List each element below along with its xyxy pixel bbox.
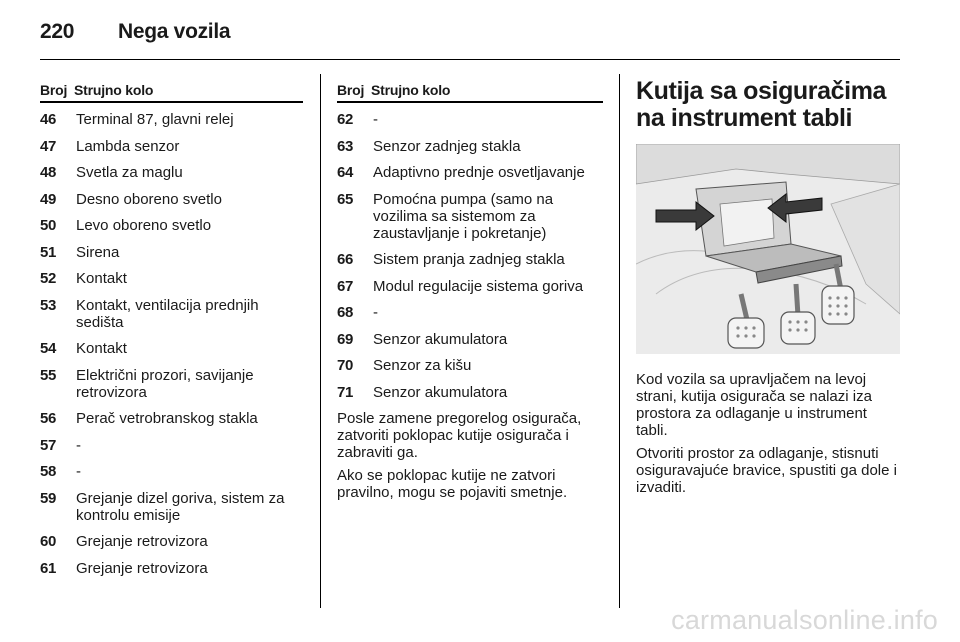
fuse-number: 60 (40, 533, 57, 550)
fuse-number: 65 (337, 190, 354, 208)
section-title: Kutija sa osiguračima na instrument tabli (636, 77, 887, 132)
fuse-number: 63 (337, 137, 354, 155)
table-rows (337, 111, 603, 401)
table-row (40, 217, 303, 234)
circuit-description: Lambda senzor (76, 137, 180, 155)
fuse-number: 67 (337, 277, 354, 295)
column-header-circuit: Strujno kolo (371, 82, 451, 98)
table-rows (40, 111, 303, 577)
page-header (40, 20, 230, 44)
circuit-description: Modul regulacije sistema goriva (373, 277, 584, 295)
circuit-description: Perač vetrobranskog stakla (76, 410, 258, 427)
fuse-number: 53 (40, 296, 57, 314)
fuse-box-illustration (636, 144, 900, 354)
fuse-table-middle (337, 82, 603, 507)
circuit-description: Kontakt (76, 340, 127, 357)
watermark: carmanualsonline.info (671, 605, 938, 635)
right-column (636, 78, 901, 502)
column-header-number: Broj (337, 82, 365, 98)
fuse-number: 47 (40, 137, 57, 155)
table-row (337, 331, 603, 348)
circuit-description: - (373, 304, 378, 321)
page-number: 220 (40, 20, 75, 43)
circuit-description: Kontakt, ventilacija prednjih sedišta (76, 296, 259, 331)
fuse-number: 54 (40, 340, 57, 357)
circuit-description: Grejanje retrovizora (76, 559, 208, 577)
table-row (40, 410, 303, 427)
circuit-description: - (373, 111, 378, 128)
circuit-description: - (76, 463, 81, 480)
body-paragraph: Kod vozila sa upravljačem na levoj strani, kutija osigurača se nalazi iza prostora za odlaganje u instrument tabli. (636, 371, 872, 439)
fuse-number: 68 (337, 304, 354, 321)
table-row (337, 164, 603, 181)
table-row (40, 437, 303, 454)
fuse-number: 49 (40, 190, 57, 208)
table-row (337, 357, 603, 374)
fuse-number: 55 (40, 366, 57, 384)
fuse-number: 59 (40, 489, 57, 507)
circuit-description: Pomoćna pumpa (samo na vozilima sa sistemom za zaustavljanje i pokretanje) (373, 190, 554, 242)
circuit-description: Senzor za kišu (373, 357, 472, 374)
header-rule (40, 59, 900, 60)
fuse-number: 66 (337, 251, 354, 268)
table-row (40, 138, 303, 155)
table-row (337, 384, 603, 401)
body-paragraph: Otvoriti prostor za odlaganje, stisnuti osiguravajuće bravice, spustiti ga dole i izvaditi. (636, 445, 897, 496)
circuit-description: Senzor zadnjeg stakla (373, 137, 521, 155)
table-header (337, 82, 603, 103)
circuit-description: Adaptivno prednje osvetljavanje (373, 164, 585, 181)
circuit-description: Senzor akumulatora (373, 330, 508, 348)
table-row (40, 490, 303, 524)
table-row (40, 164, 303, 181)
fuse-number: 57 (40, 436, 57, 454)
circuit-description: Sirena (76, 243, 120, 261)
table-row (337, 251, 603, 268)
circuit-description: Terminal 87, glavni relej (76, 111, 234, 128)
fuse-number: 52 (40, 270, 57, 287)
table-row (40, 367, 303, 401)
circuit-description: Grejanje retrovizora (76, 533, 208, 550)
circuit-description: Senzor akumulatora (373, 383, 508, 401)
table-row (40, 463, 303, 480)
table-row (40, 244, 303, 261)
fuse-number: 69 (337, 330, 354, 348)
table-row (337, 304, 603, 321)
fuse-number: 62 (337, 111, 354, 128)
column-header-circuit: Strujno kolo (74, 82, 154, 98)
table-row (40, 533, 303, 550)
table-row (40, 270, 303, 287)
dashboard-pedals-illustration (636, 144, 900, 354)
fuse-number: 70 (337, 357, 354, 374)
fuse-number: 50 (40, 217, 57, 234)
circuit-description: Levo oboreno svetlo (76, 217, 212, 234)
fuse-number: 56 (40, 410, 57, 427)
fuse-number: 64 (337, 164, 354, 181)
fuse-number: 51 (40, 243, 57, 261)
column-header-number: Broj (40, 82, 68, 98)
fuse-number: 48 (40, 164, 57, 181)
circuit-description: Desno oboreno svetlo (76, 190, 222, 208)
column-divider (619, 74, 620, 608)
table-row (40, 340, 303, 357)
table-row (40, 560, 303, 577)
circuit-description: Svetla za maglu (76, 164, 183, 181)
table-row (337, 138, 603, 155)
fuse-number: 71 (337, 383, 354, 401)
table-row (40, 191, 303, 208)
note-paragraph: Ako se poklopac kutije ne zatvori pravilno, mogu se pojaviti smetnje. (337, 467, 568, 501)
circuit-description: Električni prozori, savijanje retrovizora (76, 366, 254, 401)
table-row (337, 111, 603, 128)
page-title: Nega vozila (118, 20, 231, 43)
note-paragraph: Posle zamene pregorelog osigurača, zatvoriti poklopac kutije osigurača i zabraviti ga. (337, 410, 582, 461)
table-row (337, 191, 603, 242)
fuse-number: 61 (40, 559, 57, 577)
table-row (40, 297, 303, 331)
fuse-number: 46 (40, 111, 57, 128)
circuit-description: - (76, 436, 81, 454)
circuit-description: Sistem pranja zadnjeg stakla (373, 251, 565, 268)
table-row (337, 278, 603, 295)
column-divider (320, 74, 321, 608)
fuse-table-left (40, 82, 303, 586)
circuit-description: Grejanje dizel goriva, sistem za kontrolu emisije (76, 489, 285, 524)
table-row (40, 111, 303, 128)
circuit-description: Kontakt (76, 270, 127, 287)
table-header (40, 82, 303, 103)
fuse-number: 58 (40, 463, 57, 480)
